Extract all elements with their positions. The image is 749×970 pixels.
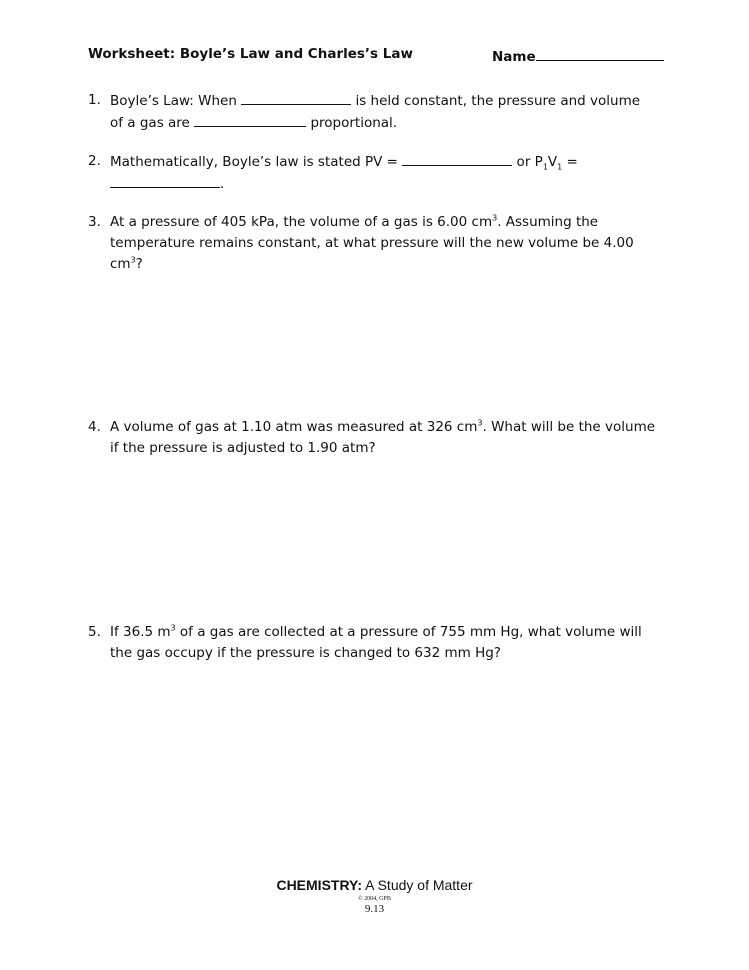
question-2 [88,151,688,195]
footer-brand: CHEMISTRY: [276,877,363,893]
question-number: 3. [88,214,101,230]
question-text: temperature remains constant, at what pressure will the new volume be 4.00 [110,235,634,251]
subscript: 1 [542,162,548,172]
question-number: 2. [88,153,101,169]
question-text: Boyle’s Law: When [110,93,242,109]
footer-copyright: © 2004, GPB [358,896,391,902]
question-text: Mathematically, Boyle’s law is stated PV = [110,154,403,170]
question-text: = [562,154,578,170]
question-text: of a gas are [110,115,195,131]
answer-blank [110,173,220,188]
question-text: . [220,176,225,192]
question-text: ? [135,256,143,272]
name-label: Name [492,49,536,65]
answer-blank [402,151,512,166]
name-field [492,46,664,65]
question-text: is held constant, the pressure and volume [351,93,641,109]
question-number: 5. [88,624,101,640]
footer-title [0,877,749,893]
question-text: . What will be the volume [482,419,656,435]
question-text: if the pressure is adjusted to 1.90 atm? [110,440,376,456]
footer-subtitle: A Study of Matter [362,877,473,893]
question-4 [88,417,688,459]
question-text: At a pressure of 405 kPa, the volume of a gas is 6.00 cm [110,214,493,230]
superscript: 3 [477,418,483,428]
question-text: or P [512,154,543,170]
question-text: If 36.5 m [110,624,171,640]
worksheet-title: Worksheet: Boyle’s Law and Charles’s Law [88,46,413,62]
question-text: proportional. [306,115,398,131]
question-number: 1. [88,92,101,108]
question-number: 4. [88,419,101,435]
question-text: A volume of gas at 1.10 atm was measured at 326 cm [110,419,478,435]
page-number: 9.13 [364,903,385,915]
superscript: 3 [492,213,498,223]
answer-blank [194,112,306,127]
subscript: 1 [557,162,563,172]
superscript: 3 [170,623,176,633]
superscript: 3 [130,255,136,265]
question-text: . Assuming the [497,214,599,230]
question-5 [88,622,688,664]
question-text: of a gas are collected at a pressure of 755 mm Hg, what volume will [175,624,642,640]
answer-blank [241,90,351,105]
question-3 [88,212,688,275]
question-text: cm [110,256,131,272]
question-1 [88,90,688,134]
question-text: the gas occupy if the pressure is changed to 632 mm Hg? [110,645,501,661]
name-blank [536,46,664,61]
question-text: V [547,154,558,170]
